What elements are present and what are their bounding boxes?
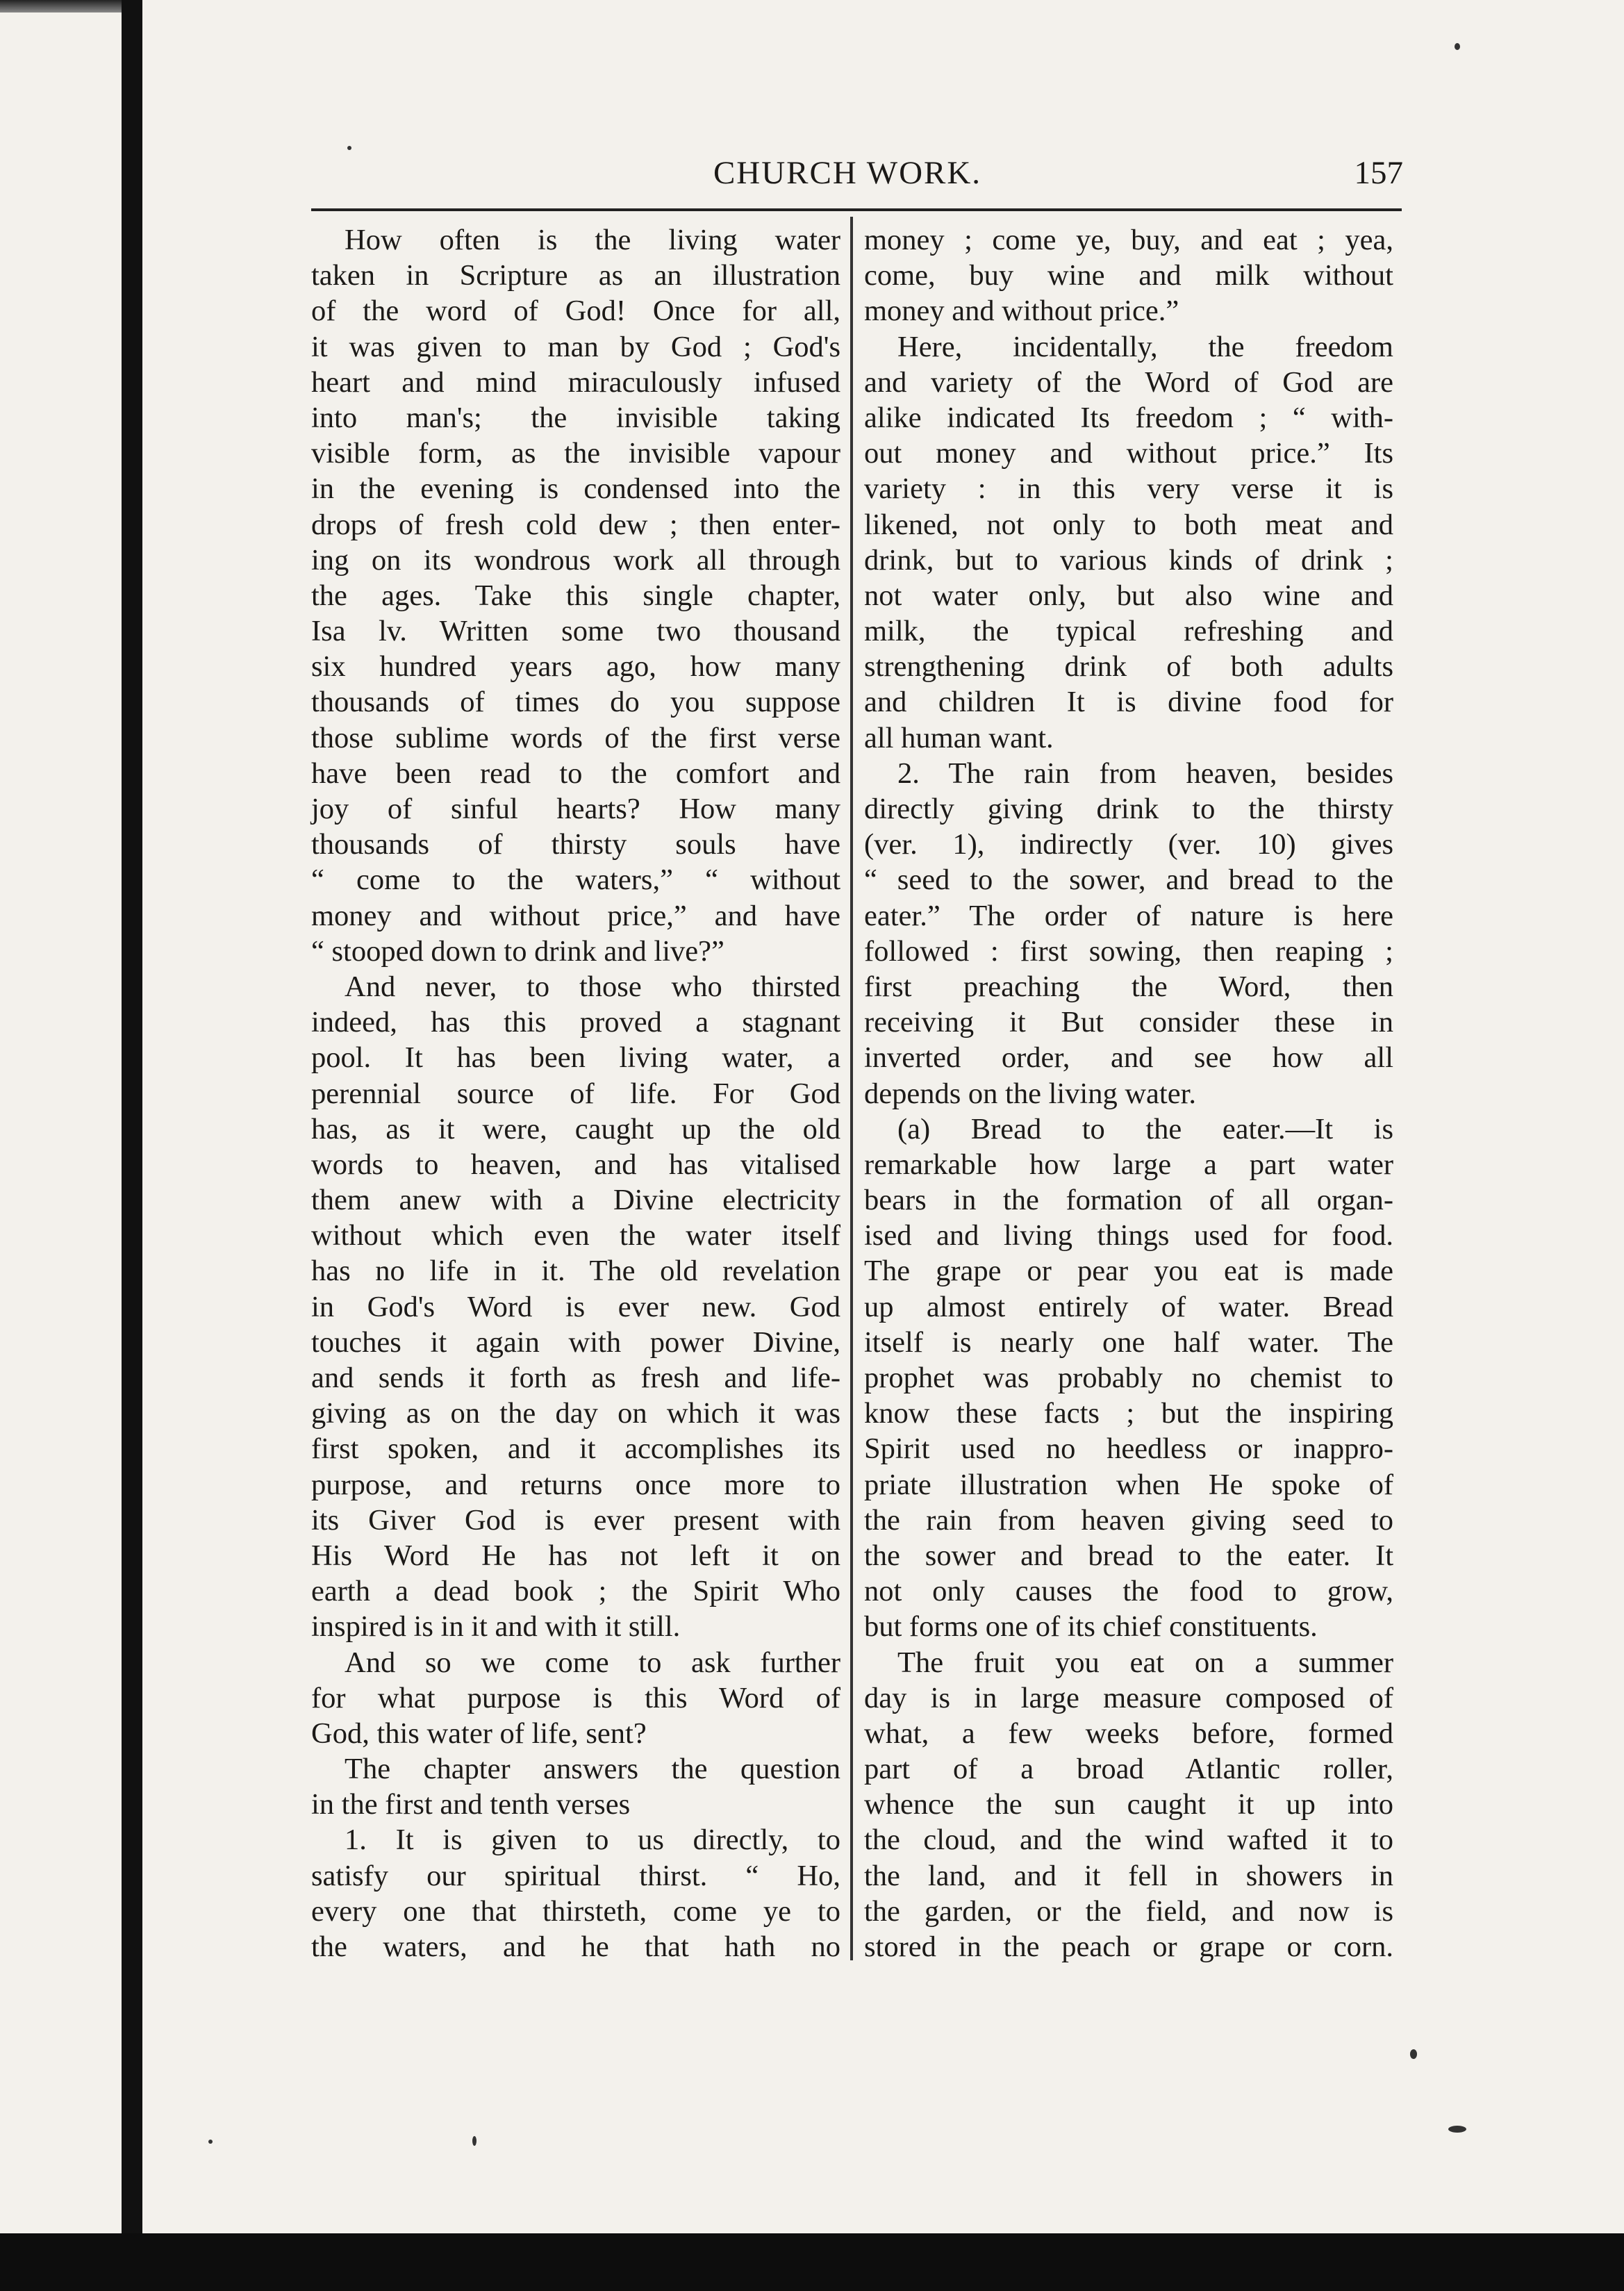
text-line: the rain from heaven giving seed to (864, 1503, 1393, 1537)
text-line: whence the sun caught it up into (864, 1788, 1393, 1821)
text-line: every one that thirsteth, come ye to (311, 1894, 840, 1928)
text-line: money and without price.” (864, 295, 1179, 328)
text-line: remarkable how large a part water (864, 1148, 1393, 1181)
text-line: Here, incidentally, the freedom (897, 330, 1393, 363)
text-line: 1. It is given to us directly, to (345, 1823, 840, 1857)
left-column (311, 222, 840, 1965)
page-number: 157 (1354, 155, 1403, 191)
text-line: the land, and it fell in showers in (864, 1859, 1393, 1892)
scan-speck (208, 2140, 213, 2144)
text-line: thousands of thirsty souls have (311, 828, 840, 861)
text-line: drops of fresh cold dew ; then enter- (311, 508, 840, 541)
text-line: first preaching the Word, then (864, 970, 1393, 1003)
text-line: itself is nearly one half water. The (864, 1325, 1393, 1359)
text-line: “ seed to the sower, and bread to the (864, 863, 1393, 897)
text-line: (ver. 1), indirectly (ver. 10) gives (864, 828, 1393, 861)
scan-speck (472, 2136, 477, 2146)
text-line: thousands of times do you suppose (311, 686, 840, 719)
text-line: visible form, as the invisible vapour (311, 437, 840, 470)
text-line: the waters, and he that hath no (311, 1930, 840, 1963)
text-line: up almost entirely of water. Bread (864, 1290, 1393, 1323)
text-line: depends on the living water. (864, 1077, 1197, 1110)
text-line: variety : in this very verse it is (864, 472, 1393, 506)
text-line: stored in the peach or grape or corn. (864, 1930, 1393, 1963)
text-line: indeed, has this proved a stagnant (311, 1006, 840, 1039)
text-line: likened, not only to both meat and (864, 508, 1393, 541)
text-line: money and without price,” and have (311, 899, 840, 932)
text-line: heart and mind miraculously infused (311, 365, 840, 399)
column-divider (850, 217, 853, 1960)
text-line: Spirit used no heedless or inappro- (864, 1432, 1393, 1466)
text-line: prophet was probably no chemist to (864, 1362, 1393, 1394)
text-line: in the first and tenth verses (311, 1788, 631, 1821)
text-line: touches it again with power Divine, (311, 1325, 840, 1359)
binding-gutter-shadow (122, 0, 142, 2291)
scan-speck (1455, 43, 1460, 50)
text-line: what, a few weeks before, formed (864, 1717, 1393, 1750)
text-line: for what purpose is this Word of (311, 1681, 840, 1714)
text-line: (a) Bread to the eater.—It is (897, 1112, 1393, 1146)
text-line: followed : first sowing, then reaping ; (864, 934, 1393, 968)
text-line: six hundred years ago, how many (311, 650, 840, 684)
text-line: into man's; the invisible taking (311, 401, 840, 434)
text-line: without which even the water itself (311, 1219, 840, 1252)
text-line: priate illustration when He spoke of (864, 1468, 1393, 1501)
text-line: purpose, and returns once more to (311, 1468, 840, 1501)
text-line: its Giver God is ever present with (311, 1503, 840, 1537)
running-head (292, 154, 1403, 203)
text-line: has no life in it. The old revelation (311, 1255, 840, 1288)
text-line: the sower and bread to the eater. It (864, 1539, 1393, 1572)
text-line: inverted order, and see how all (864, 1041, 1393, 1075)
text-line: eater.” The order of nature is here (864, 899, 1393, 932)
text-line: the cloud, and the wind wafted it to (864, 1823, 1393, 1857)
text-line: milk, the typical refreshing and (864, 615, 1393, 648)
text-line: satisfy our spiritual thirst. “ Ho, (311, 1859, 840, 1892)
text-line: first spoken, and it accomplishes its (311, 1432, 840, 1466)
text-line: alike indicated Its freedom ; “ with- (864, 401, 1393, 434)
text-line: 2. The rain from heaven, besides (897, 756, 1393, 790)
text-line: and variety of the Word of God are (864, 365, 1393, 399)
text-line: out money and without price.” Its (864, 437, 1393, 470)
text-line: And so we come to ask further (345, 1646, 840, 1679)
text-line: has, as it were, caught up the old (311, 1112, 840, 1146)
text-line: And never, to those who thirsted (345, 970, 840, 1003)
text-line: of the word of God! Once for all, (311, 295, 840, 328)
text-line: not only causes the food to grow, (864, 1575, 1393, 1608)
scan-speck (1448, 2126, 1466, 2133)
text-line: “ come to the waters,” “ without (311, 863, 840, 897)
scan-speck (1410, 2049, 1417, 2059)
text-line: perennial source of life. For God (311, 1077, 840, 1110)
text-line: God, this water of life, sent? (311, 1717, 647, 1750)
text-line: ised and living things used for food. (864, 1219, 1393, 1252)
text-line: those sublime words of the first verse (311, 721, 840, 754)
scan-speck (347, 146, 351, 150)
text-line: have been read to the comfort and (311, 756, 840, 790)
text-line: and children It is divine food for (864, 686, 1393, 719)
text-line: directly giving drink to the thirsty (864, 793, 1393, 825)
text-line: The grape or pear you eat is made (864, 1255, 1393, 1288)
text-line: taken in Scripture as an illustration (311, 259, 840, 292)
text-line: the ages. Take this single chapter, (311, 579, 840, 612)
text-line: pool. It has been living water, a (311, 1041, 840, 1075)
text-line: day is in large measure composed of (864, 1681, 1393, 1714)
header-rule (311, 208, 1402, 211)
text-line: joy of sinful hearts? How many (311, 793, 840, 825)
text-line: the garden, or the field, and now is (864, 1894, 1393, 1928)
text-line: all human want. (864, 721, 1054, 754)
text-line: inspired is in it and with it still. (311, 1610, 681, 1644)
running-title: CHURCH WORK. (713, 155, 982, 191)
text-line: them anew with a Divine electricity (311, 1184, 840, 1217)
text-line: strengthening drink of both adults (864, 650, 1393, 684)
text-line: but forms one of its chief constituents. (864, 1610, 1318, 1644)
text-line: in the evening is condensed into the (311, 472, 840, 506)
text-line: not water only, but also wine and (864, 579, 1393, 612)
text-line: The chapter answers the question (345, 1753, 840, 1786)
text-line: part of a broad Atlantic roller, (864, 1753, 1393, 1786)
text-line: know these facts ; but the inspiring (864, 1397, 1393, 1430)
text-line: receiving it But consider these in (864, 1006, 1393, 1039)
scan-top-edge (0, 0, 122, 13)
text-line: drink, but to various kinds of drink ; (864, 543, 1393, 577)
text-line: it was given to man by God ; God's (311, 330, 840, 363)
text-line: The fruit you eat on a summer (897, 1646, 1393, 1679)
text-line: His Word He has not left it on (311, 1539, 840, 1572)
text-line: come, buy wine and milk without (864, 259, 1393, 292)
text-line: “ stooped down to drink and live?” (311, 934, 724, 968)
text-line: bears in the formation of all organ- (864, 1184, 1393, 1217)
text-line: and sends it forth as fresh and life- (311, 1362, 840, 1394)
text-line: giving as on the day on which it was (311, 1397, 840, 1430)
text-line: words to heaven, and has vitalised (311, 1148, 840, 1181)
scan-bottom-edge (0, 2233, 1624, 2291)
right-column (864, 222, 1393, 1965)
text-line: Isa lv. Written some two thousand (311, 615, 840, 648)
text-line: in God's Word is ever new. God (311, 1290, 840, 1323)
text-line: How often is the living water (345, 224, 840, 256)
text-line: ing on its wondrous work all through (311, 543, 840, 577)
text-line: money ; come ye, buy, and eat ; yea, (864, 224, 1393, 256)
text-line: earth a dead book ; the Spirit Who (311, 1575, 840, 1608)
